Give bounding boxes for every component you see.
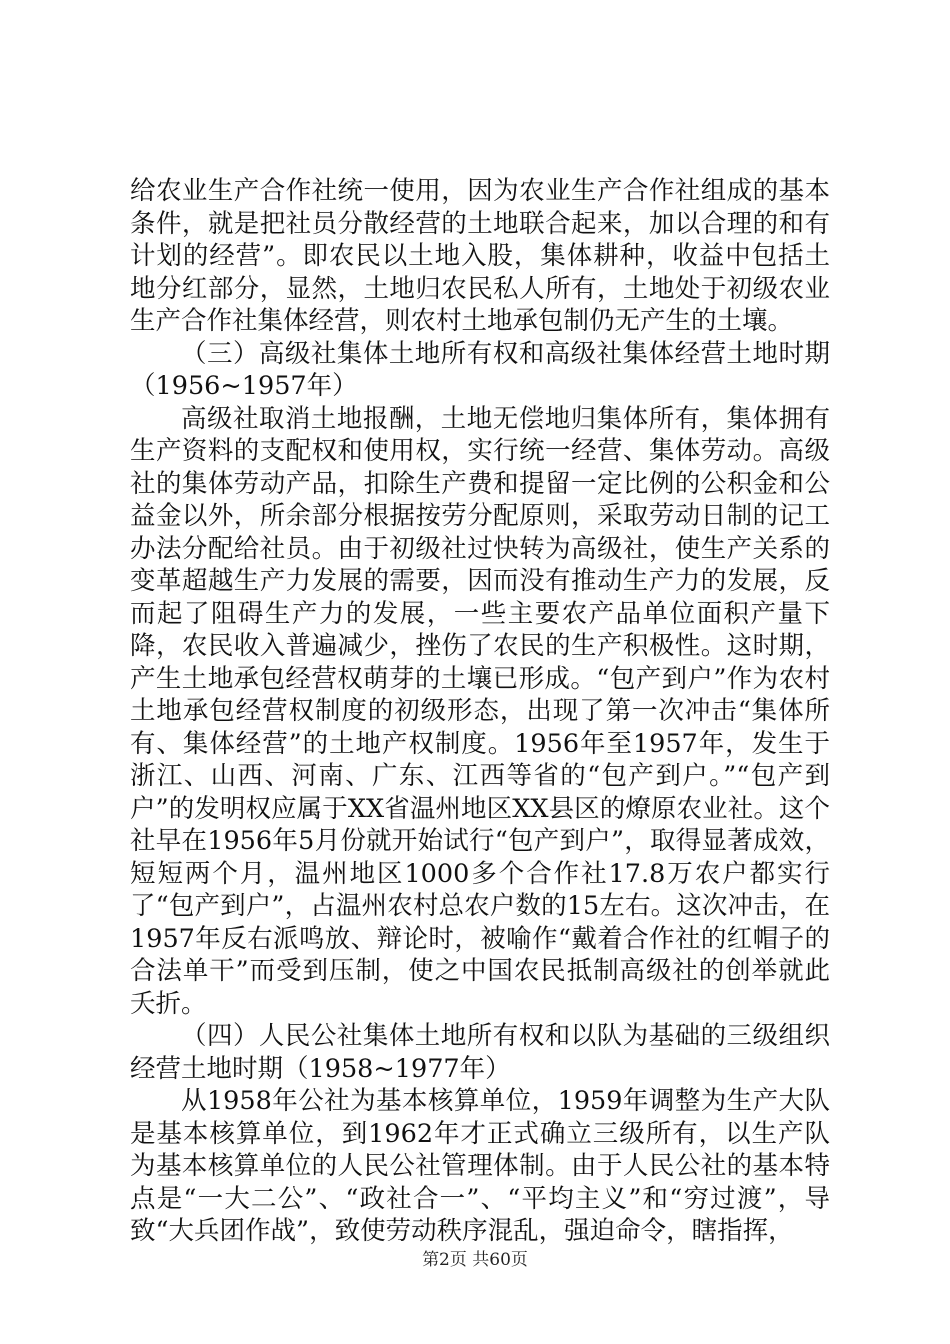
- paragraph-advanced-cooperative: 高级社取消土地报酬，土地无偿地归集体所有，集体拥有生产资料的支配权和使用权，实行统一经营、集体劳动。高级社的集体劳动产品，扣除生产费和提留一定比例的公积金和公益金以外，所余部分根据按劳分配原则，采取劳动日制的记工办法分配给社员。由于初级社过快转为高级社，使生产关系的变革超越生产力发展的需要，因而没有推动生产力的发展，反而起了阻碍生产力的发展，一些主要农产品单位面积产量下降，农民收入普遍减少，挫伤了农民的生产积极性。这时期，产生土地承包经营权萌芽的土壤已形成。“包产到户”作为农村土地承包经营权制度的初级形态，出现了第一次冲击“集体所有、集体经营”的土地产权制度。1956年至1957年，发生于浙江、山西、河南、广东、江西等省的“包产到户。”“包产到户”的发明权应属于XX省温州地区XX县区的燎原农业社。这个社早在1956年5月份就开始试行“包产到户”，取得显著成效，短短两个月，温州地区1000多个合作社17.8万农户都实行了“包产到户”，占温州农村总农户数的15左右。这次冲击，在1957年反右派鸣放、辩论时，被喻作“戴着合作社的红帽子的合法单干”而受到压制，使之中国农民抵制高级社的创举就此夭折。: [130, 403, 830, 1019]
- paragraph-peoples-commune: 从1958年公社为基本核算单位，1959年调整为生产大队是基本核算单位，到1962年才正式确立三级所有，以生产队为基本核算单位的人民公社管理体制。由于人民公社的基本特点是“一大二公”、“政社合一”、“平均主义”和“穷过渡”，导致“大兵团作战”，致使劳动秩序混乱，强迫命令，瞎指挥，: [130, 1086, 830, 1246]
- page-footer: [0, 1245, 950, 1270]
- section-heading-three: （三）高级社集体土地所有权和高级社集体经营土地时期（1956~1957年）: [130, 338, 830, 401]
- document-body: [130, 175, 830, 1248]
- page-number-label: 第2页 共60页: [422, 1250, 528, 1270]
- paragraph-continuation: 给农业生产合作社统一使用，因为农业生产合作社组成的基本条件，就是把社员分散经营的土地联合起来，加以合理的和有计划的经营”。即农民以土地入股，集体耕种，收益中包括土地分红部分，显然，土地归农民私人所有，土地处于初级农业生产合作社集体经营，则农村土地承包制仍无产生的土壤。: [130, 176, 830, 336]
- section-heading-four: （四）人民公社集体土地所有权和以队为基础的三级组织经营土地时期（1958~1977年）: [130, 1021, 830, 1084]
